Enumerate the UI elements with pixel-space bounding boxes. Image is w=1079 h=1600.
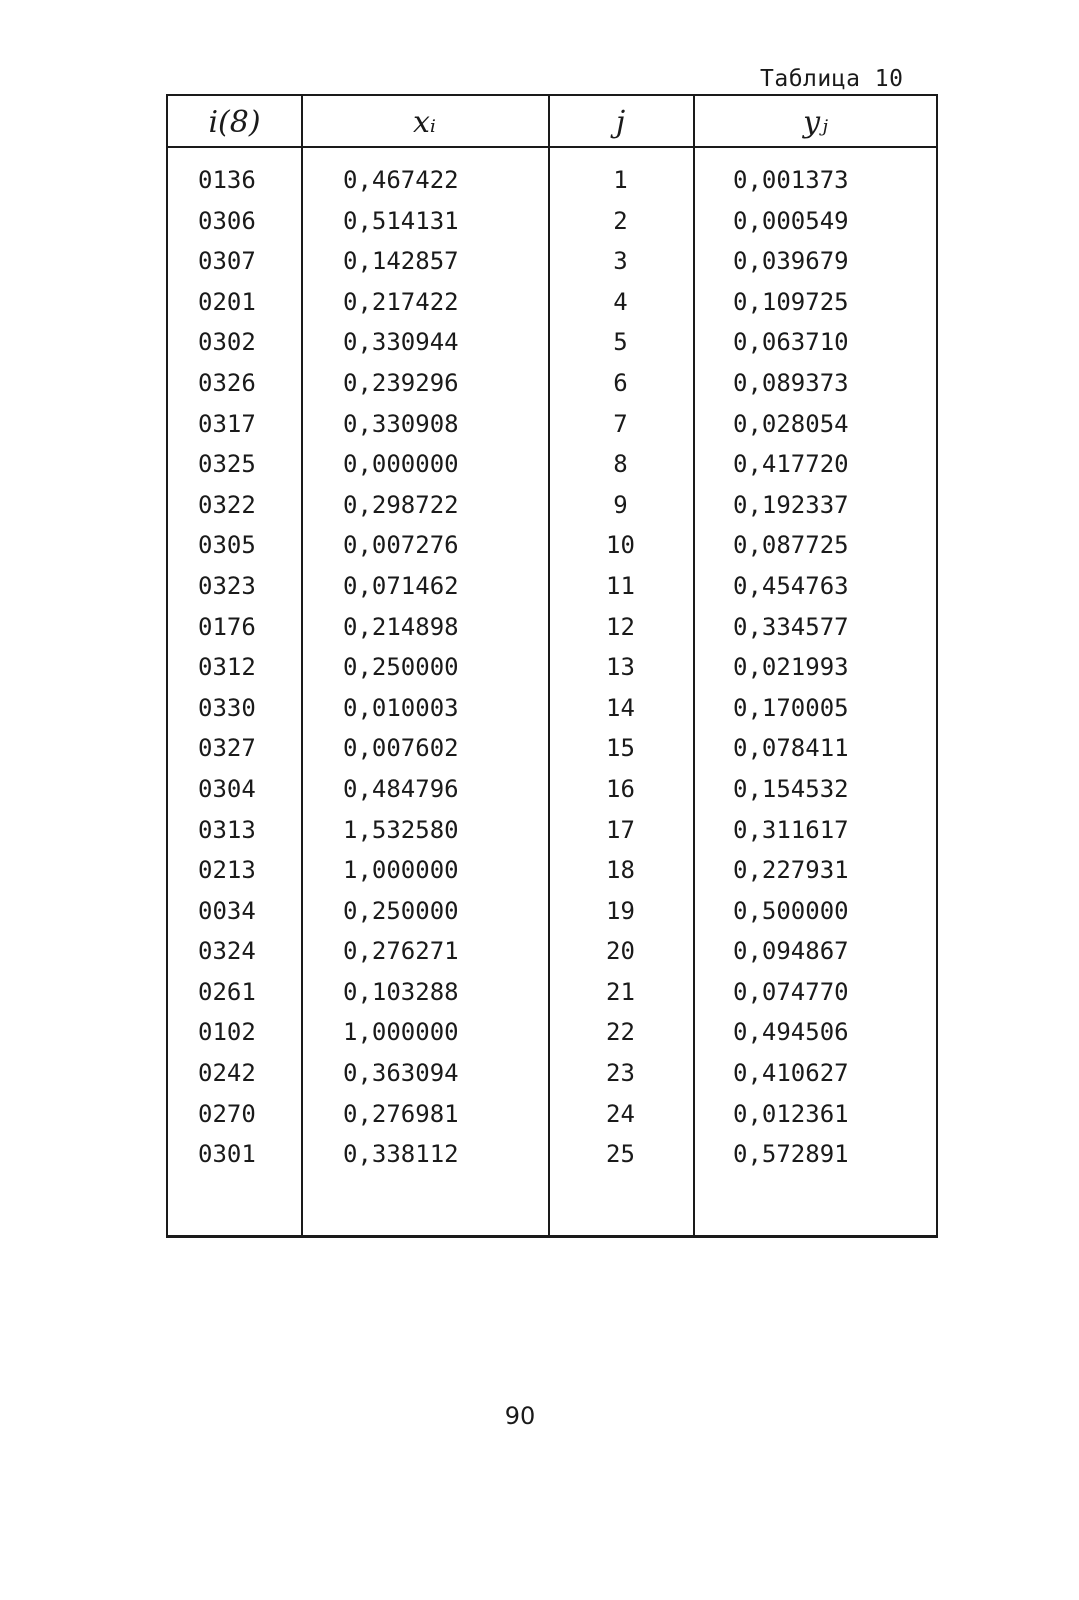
cell-x: 0,217422 xyxy=(343,287,459,316)
table-body xyxy=(168,160,936,1175)
cell-x: 0,007276 xyxy=(343,531,459,560)
cell-y: 0,074770 xyxy=(733,977,849,1006)
table-row xyxy=(168,972,936,1013)
cell-j: 11 xyxy=(606,571,635,600)
cell-i: 0323 xyxy=(198,571,256,600)
cell-i: 0136 xyxy=(198,166,256,194)
header-y: yⱼ xyxy=(803,104,828,140)
cell-j: 4 xyxy=(613,287,628,316)
cell-x: 0,330908 xyxy=(343,409,459,438)
cell-j: 2 xyxy=(613,206,628,235)
cell-i: 0261 xyxy=(198,977,256,1006)
cell-i: 0176 xyxy=(198,612,256,641)
header-i: i(8) xyxy=(208,104,261,140)
cell-j: 16 xyxy=(606,774,635,803)
cell-y: 0,000549 xyxy=(733,206,849,235)
cell-j: 15 xyxy=(606,734,635,763)
header-j: j xyxy=(615,104,626,140)
cell-j: 21 xyxy=(606,977,635,1006)
table-row xyxy=(168,404,936,445)
cell-i: 0326 xyxy=(198,368,256,397)
cell-j: 3 xyxy=(613,247,628,276)
table-row xyxy=(168,322,936,363)
table-row xyxy=(168,282,936,323)
cell-x: 1,000000 xyxy=(343,856,459,885)
cell-j: 24 xyxy=(606,1099,635,1128)
cell-j: 23 xyxy=(606,1059,635,1088)
cell-j: 5 xyxy=(613,328,628,357)
cell-x: 0,467422 xyxy=(343,166,459,194)
cell-j: 6 xyxy=(613,368,628,397)
table-row xyxy=(168,607,936,648)
table-row xyxy=(168,1053,936,1094)
table-row xyxy=(168,647,936,688)
cell-i: 0242 xyxy=(198,1059,256,1088)
table-row xyxy=(168,769,936,810)
table-row xyxy=(168,485,936,526)
cell-y: 0,078411 xyxy=(733,734,849,763)
cell-x: 0,276271 xyxy=(343,937,459,966)
cell-y: 0,154532 xyxy=(733,774,849,803)
cell-y: 0,001373 xyxy=(733,166,849,194)
header-rule xyxy=(168,146,936,148)
cell-y: 0,334577 xyxy=(733,612,849,641)
cell-y: 0,109725 xyxy=(733,287,849,316)
header-x: xᵢ xyxy=(413,104,436,140)
cell-x: 0,338112 xyxy=(343,1140,459,1169)
cell-x: 0,000000 xyxy=(343,450,459,479)
table-row xyxy=(168,1094,936,1135)
cell-y: 0,454763 xyxy=(733,571,849,600)
cell-y: 0,192337 xyxy=(733,490,849,519)
cell-i: 0312 xyxy=(198,653,256,682)
table-row xyxy=(168,931,936,972)
cell-i: 0301 xyxy=(198,1140,256,1169)
cell-x: 0,484796 xyxy=(343,774,459,803)
cell-i: 0322 xyxy=(198,490,256,519)
cell-j: 10 xyxy=(606,531,635,560)
table-row xyxy=(168,525,936,566)
cell-y: 0,087725 xyxy=(733,531,849,560)
cell-y: 0,170005 xyxy=(733,693,849,722)
table-row xyxy=(168,850,936,891)
cell-i: 0304 xyxy=(198,774,256,803)
cell-x: 1,000000 xyxy=(343,1018,459,1047)
table-row xyxy=(168,810,936,851)
cell-j: 17 xyxy=(606,815,635,844)
cell-j: 14 xyxy=(606,693,635,722)
cell-x: 0,214898 xyxy=(343,612,459,641)
cell-i: 0330 xyxy=(198,693,256,722)
table-row xyxy=(168,891,936,932)
cell-y: 0,410627 xyxy=(733,1059,849,1088)
cell-j: 1 xyxy=(613,166,628,194)
cell-y: 0,039679 xyxy=(733,247,849,276)
cell-y: 0,012361 xyxy=(733,1099,849,1128)
cell-x: 0,010003 xyxy=(343,693,459,722)
cell-x: 0,239296 xyxy=(343,368,459,397)
cell-y: 0,094867 xyxy=(733,937,849,966)
table-row xyxy=(168,444,936,485)
cell-y: 0,572891 xyxy=(733,1140,849,1169)
cell-x: 0,276981 xyxy=(343,1099,459,1128)
cell-y: 0,500000 xyxy=(733,896,849,925)
table-row xyxy=(168,160,936,201)
cell-j: 7 xyxy=(613,409,628,438)
cell-i: 0201 xyxy=(198,287,256,316)
cell-y: 0,417720 xyxy=(733,450,849,479)
table-row xyxy=(168,201,936,242)
cell-y: 0,311617 xyxy=(733,815,849,844)
cell-y: 0,021993 xyxy=(733,653,849,682)
cell-x: 0,250000 xyxy=(343,653,459,682)
cell-j: 20 xyxy=(606,937,635,966)
cell-i: 0327 xyxy=(198,734,256,763)
cell-j: 19 xyxy=(606,896,635,925)
cell-x: 0,103288 xyxy=(343,977,459,1006)
cell-y: 0,063710 xyxy=(733,328,849,357)
cell-i: 0102 xyxy=(198,1018,256,1047)
cell-x: 0,298722 xyxy=(343,490,459,519)
cell-i: 0305 xyxy=(198,531,256,560)
cell-i: 0213 xyxy=(198,856,256,885)
cell-i: 0313 xyxy=(198,815,256,844)
cell-i: 0317 xyxy=(198,409,256,438)
cell-i: 0325 xyxy=(198,450,256,479)
cell-x: 0,363094 xyxy=(343,1059,459,1088)
table-row xyxy=(168,688,936,729)
cell-j: 12 xyxy=(606,612,635,641)
cell-i: 0270 xyxy=(198,1099,256,1128)
table-row xyxy=(168,728,936,769)
cell-y: 0,494506 xyxy=(733,1018,849,1047)
cell-j: 25 xyxy=(606,1140,635,1169)
table-row xyxy=(168,363,936,404)
cell-j: 18 xyxy=(606,856,635,885)
data-table xyxy=(166,94,938,1238)
table-row xyxy=(168,1012,936,1053)
page-number: 90 xyxy=(504,1402,536,1430)
cell-i: 0034 xyxy=(198,896,256,925)
cell-j: 22 xyxy=(606,1018,635,1047)
table-caption: Таблица 10 xyxy=(760,66,904,92)
cell-j: 8 xyxy=(613,450,628,479)
cell-i: 0324 xyxy=(198,937,256,966)
cell-x: 0,330944 xyxy=(343,328,459,357)
cell-x: 0,007602 xyxy=(343,734,459,763)
table-row xyxy=(168,566,936,607)
cell-x: 0,071462 xyxy=(343,571,459,600)
cell-x: 0,250000 xyxy=(343,896,459,925)
cell-i: 0302 xyxy=(198,328,256,357)
cell-i: 0306 xyxy=(198,206,256,235)
cell-x: 0,142857 xyxy=(343,247,459,276)
cell-y: 0,089373 xyxy=(733,368,849,397)
cell-j: 13 xyxy=(606,653,635,682)
table-row xyxy=(168,1134,936,1175)
cell-x: 0,514131 xyxy=(343,206,459,235)
cell-x: 1,532580 xyxy=(343,815,459,844)
cell-i: 0307 xyxy=(198,247,256,276)
cell-y: 0,227931 xyxy=(733,856,849,885)
table-row xyxy=(168,241,936,282)
cell-y: 0,028054 xyxy=(733,409,849,438)
cell-j: 9 xyxy=(613,490,628,519)
